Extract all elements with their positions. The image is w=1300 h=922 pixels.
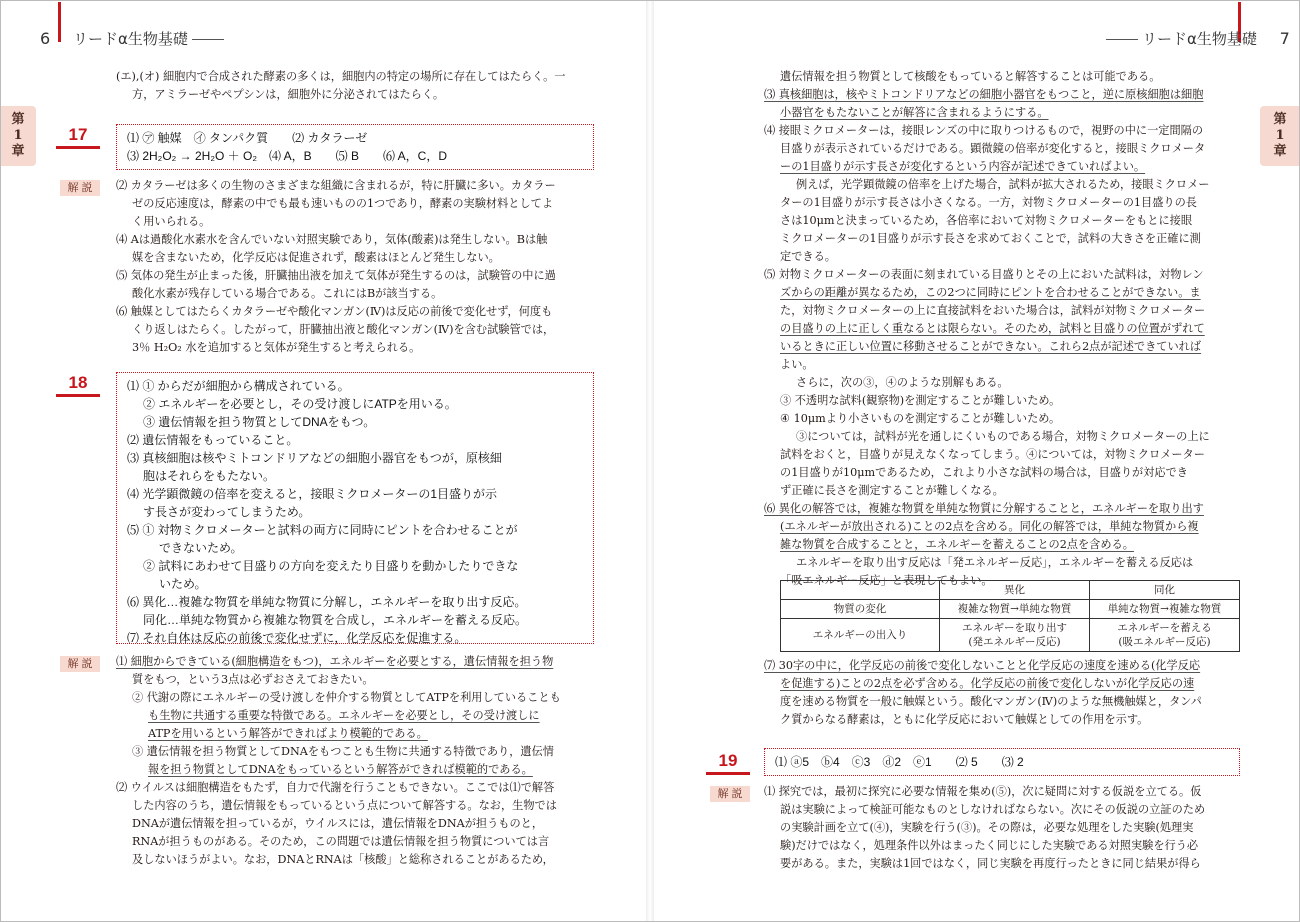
text-line: RNAが担うものがある。そのため，この問題では遺伝情報を担う物質については言 [132, 835, 550, 848]
left-header [40, 28, 228, 49]
table-header: 異化 [940, 581, 1090, 600]
table-cell [940, 619, 1090, 652]
right-page [650, 0, 1300, 922]
page-number: 7 [1279, 29, 1290, 48]
table-header [781, 581, 940, 600]
text-line: した内容のうち，遺伝情報をもっているという点について解答する。なお，生物では [132, 799, 557, 812]
text-line: 要がある。また，実験は1回ではなく，同じ実験を再度行ったときに同じ結果が得ら [780, 857, 1201, 870]
text-line: さらに，次の③，④のような別解もある。 [796, 376, 1009, 389]
text-line: 質をもつ，という3点は必ずおさえておきたい。 [132, 673, 374, 686]
tab-char: 第 [11, 112, 25, 127]
answer-line: いため。 [159, 577, 207, 591]
answer-line: ⑷ 光学顕微鏡の倍率を変えると，接眼ミクロメーターの1目盛りが示 [127, 487, 498, 501]
cell-text: エネルギーを取り出す [962, 622, 1067, 634]
tab-char: 1 [1275, 128, 1285, 143]
text-line: (エネルギーが放出される)ことの2点を含める。同化の解答では，単純な物質から複 [780, 520, 1199, 533]
question-number: 17 [56, 124, 100, 149]
explanation-18-cont [764, 68, 1244, 590]
question-number: 19 [706, 750, 750, 775]
table-cell [1090, 619, 1240, 652]
intro-text [116, 68, 616, 104]
text-line: 目盛りが表示されているだけである。顕微鏡の倍率が変化すると，接眼ミクロメータ [780, 142, 1206, 155]
text-line: も生物に共通する重要な特徴である。エネルギーを必要とし，その受け渡しに [148, 709, 540, 722]
text-line: ミクロメーターの1目盛りが示す長さを求めておくことで，試料の大きさを正確に測 [780, 232, 1201, 245]
answer-line: ② エネルギーを必要とし，その受け渡しにATPを用いる。 [143, 397, 457, 411]
explanation-18 [116, 653, 602, 869]
text-line: の実験計画を立て(④)，実験を行う(③)。その際は，必要な処理をした実験(処理実 [780, 821, 1194, 834]
text-line: ⑷ Aは過酸化水素水を含んでいない対照実験であり，気体(酸素)は発生しない。Bは触 [116, 233, 548, 246]
table-header: 同化 [1090, 581, 1240, 600]
cell-text: エネルギーを蓄える [1117, 622, 1212, 634]
text-line: ズからの距離が異なるため，この2つに同時にピントを合わせることができない。ま [780, 286, 1201, 299]
text-line: ⑴ 探究では，最初に探究に必要な情報を集め(⑤)，次に疑問に対する仮説を立てる。仮 [764, 785, 1202, 798]
text-line: ATPを用いるという解答ができればより模範的である。 [148, 727, 428, 740]
text-line: ⑹ 触媒としてはたらくカタラーゼや酸化マンガン(Ⅳ)は反応の前後で変化せず，何度も [116, 305, 553, 318]
text-line: く用いられる。 [132, 215, 211, 228]
text-line: ④ 10μmより小さいものを測定することが難しいため。 [780, 412, 1061, 425]
answer-line: ⑴ ㋐ 触媒 ㋑ タンパク質 ⑵ カタラーゼ [127, 131, 368, 145]
chapter-tab[interactable] [0, 106, 36, 166]
answer-line: ⑸ ① 対物ミクロメーターと試料の両方に同時にピントを合わせることが [127, 523, 518, 537]
kaisetsu-label: 解 説 [710, 786, 750, 802]
text-line: ゼの反応速度は，酵素の中でも最も速いものの1つであり，酵素の実験材料としてよ [132, 197, 554, 210]
text-line: 度を速める物質を一般に触媒という。酸化マンガン(Ⅳ)のような無機触媒と，タンパ [780, 695, 1202, 708]
tab-char: 1 [13, 128, 23, 143]
text-line: ⑵ カタラーゼは多くの生物のさまざまな組織に含まれるが，特に肝臓に多い。カタラー [116, 179, 556, 192]
text-line: ターの1目盛りが示す長さは小さくなる。一方，対物ミクロメーターの1目盛りの長 [780, 196, 1197, 209]
text-line: 小器官をもたないことが解答に含まれるようにする。 [780, 106, 1049, 119]
book-title: リードα生物基礎 [72, 30, 188, 48]
answer-line: す長さが変わってしまうため。 [143, 505, 311, 519]
text-line: ⑺ 30字の中に，化学反応の前後で変化しないことと化学反応の速度を速める(化学反応 [764, 659, 1201, 672]
text-line: 説は実験によって検証可能なものとしなければならない。次にその仮説の立証のため [780, 803, 1206, 816]
text-line: エネルギーを取り出す反応は「発エネルギー反応」，エネルギーを蓄える反応は [796, 556, 1194, 569]
answer-line: ⑺ それ自体は反応の前後で変化せずに，化学反応を促進する。 [127, 631, 467, 645]
table-cell: 単純な物質→複雑な物質 [1090, 600, 1240, 619]
text-line: ③ 不透明な試料(観察物)を測定することが難しいため。 [780, 394, 1061, 407]
text-line: ⑴ 細胞からできている(細胞構造をもつ)，エネルギーを必要とする，遺伝情報を担う物 [116, 655, 554, 668]
answer-box-17 [116, 124, 594, 170]
answer-line: ⑹ 異化…複雑な物質を単純な物質に分解し，エネルギーを取り出す反応。 [127, 595, 527, 609]
text-line: 酸化水素が残存している場合である。これにはBが該当する。 [132, 287, 443, 300]
chapter-tab[interactable] [1260, 106, 1300, 166]
kaisetsu-label: 解 説 [60, 180, 100, 196]
answer-line: ② 試料にあわせて目盛りの方向を変えたり目盛りを動かしたりできな [143, 559, 519, 573]
text-line: くり返しはたらく。したがって，肝臓抽出液と酸化マンガン(Ⅳ)を含む試験管では， [132, 323, 555, 336]
answer-line: 胞はそれらをもたない。 [143, 469, 276, 483]
text-line: 雑な物質を合成することと，エネルギーを蓄えることの2点を含める。 [780, 538, 1134, 551]
question-number: 18 [56, 372, 100, 397]
explanation-17 [116, 177, 602, 357]
answer-line: ⑴ ① からだが細胞から構成されている。 [127, 379, 350, 393]
table-cell: 物質の変化 [781, 600, 940, 619]
table-cell: エネルギーの出入り [781, 619, 940, 652]
text-line: いるときに正しい位置に移動させることができない。これら2点が記述できていれば [780, 340, 1202, 353]
text-line: ③については，試料が光を通しにくいものである場合，対物ミクロメーターの上に [796, 430, 1210, 443]
text-line: 報を担う物質としてDNAをもっているという解答ができれば模範的である。 [148, 763, 533, 776]
text-line: DNAが遺伝情報を担っているが，ウイルスには，遺伝情報をDNAが担うものと， [132, 817, 544, 830]
text-line: よい。 [780, 358, 814, 371]
text-line: 及しないほうがよい。なお，DNAとRNAは「核酸」と総称されることがあるため， [132, 853, 554, 866]
answer-line: できないため。 [159, 541, 243, 555]
explanation-19 [764, 783, 1244, 873]
answer-line: ⑵ 遺伝情報をもっていること。 [127, 433, 299, 447]
text-line: ⑵ ウイルスは細胞構造をもたず，自力で代謝を行うこともできない。ここでは⑴で解答 [116, 781, 555, 794]
tab-char: 章 [1273, 144, 1287, 159]
answer-line: ⑴ ⓐ5 ⓑ4 ⓒ3 ⓓ2 ⓔ1 ⑵ 5 ⑶ 2 [775, 755, 1024, 769]
answer-line: 同化…単純な物質から複雑な物質を合成し，エネルギーを蓄える反応。 [143, 613, 528, 627]
book-title: リードα生物基礎 [1142, 30, 1257, 48]
page-number: 6 [40, 29, 51, 48]
answer-line: ⑶ 2H₂O₂ → 2H₂O ＋ O₂ ⑷ A，B ⑸ B ⑹ A，C，D [127, 149, 448, 163]
explanation-18-q7 [764, 657, 1244, 729]
text-line: 例えば，光学顕微鏡の倍率を上げた場合，試料が拡大されるため，接眼ミクロメー [796, 178, 1210, 191]
cell-text: (発エネルギー反応) [968, 636, 1061, 648]
comparison-table [780, 580, 1240, 652]
text-line: を促進する)ことの2点を必ず含める。化学反応の前後で変化しないが化学反応の速 [780, 677, 1195, 690]
text-line: 3％ H₂O₂ 水を追加すると気体が発生すると考えられる。 [132, 341, 421, 354]
text-line: ② 代謝の際にエネルギーの受け渡しを仲介する物質としてATPを利用していることも [132, 691, 561, 704]
text-line: ⑸ 対物ミクロメーターの表面に刻まれている目盛りとその上においた試料は，対物レン [764, 268, 1204, 281]
text-line: さは10μmと決まっているため，各倍率において対物ミクロメーターをもとに接眼 [780, 214, 1193, 227]
tab-char: 章 [11, 144, 25, 159]
kaisetsu-label: 解 説 [60, 656, 100, 672]
answer-line: ③ 遺伝情報を担う物質としてDNAをもつ。 [143, 415, 376, 429]
text-line: ⑷ 接眼ミクロメーターは，接眼レンズの中に取りつけるもので，視野の中に一定間隔の [764, 124, 1204, 137]
text-line: の目盛りの上に正しく重なるとは限らない。そのため，試料と目盛りの位置がずれて [780, 322, 1205, 335]
text-line: 遺伝情報を担う物質として核酸をもっていると解答することは可能である。 [780, 70, 1161, 83]
text-line: の1目盛りが10μmであるため，これより小さな試料の場合は，目盛りが対応でき [780, 466, 1188, 479]
text-line: 試料をおくと，目盛りが見えなくなってしまう。④については，対物ミクロメーター [780, 448, 1205, 461]
text-line: (エ),(オ) 細胞内で合成された酵素の多くは，細胞内の特定の場所に存在してはたらく。一 [116, 70, 566, 83]
text-line: ず正確に長さを測定することが難しくなる。 [780, 484, 1004, 497]
table-cell: 複雑な物質→単純な物質 [940, 600, 1090, 619]
answer-box-18 [116, 372, 594, 644]
answer-box-19 [764, 748, 1240, 776]
text-line: ⑶ 真核細胞は，核やミトコンドリアなどの細胞小器官をもつこと，逆に原核細胞は細胞 [764, 88, 1204, 101]
text-line: ク質からなる酵素は，ともに化学反応において触媒としての作用を示す。 [780, 713, 1149, 726]
text-line: 「吸エネルギー反応」と表現してもよい。 [780, 574, 993, 587]
text-line: た，対物ミクロメーターの上に直接試料をおいた場合は，試料が対物ミクロメーター [780, 304, 1206, 317]
text-line: ⑸ 気体の発生が止まった後，肝臓抽出液を加えて気体が発生するのは，試験管の中に過 [116, 269, 556, 282]
text-line: ⑹ 異化の解答では，複雑な物質を単純な物質に分解することと，エネルギーを取り出す [764, 502, 1204, 515]
text-line: ーの1目盛りが示す長さが変化するという内容が記述できていればよい。 [780, 160, 1146, 173]
tab-char: 第 [1273, 112, 1287, 127]
text-line: 定できる。 [780, 250, 836, 263]
text-line: 験)だけではなく，処理条件以外はまったく同じにした実験である対照実験を行う必 [780, 839, 1199, 852]
answer-line: ⑶ 真核細胞は核やミトコンドリアなどの細胞小器官をもつが，原核細 [127, 451, 502, 465]
right-header [1102, 28, 1290, 49]
text-line: ③ 遺伝情報を担う物質としてDNAをもつことも生物に共通する特徴であり，遺伝情 [132, 745, 554, 758]
text-line: 媒を含まないため，化学反応は促進されず，酸素はほとんど発生しない。 [132, 251, 500, 264]
text-line: 方，アミラーゼやペプシンは，細胞外に分泌されてはたらく。 [132, 88, 445, 101]
cell-text: (吸エネルギー反応) [1118, 636, 1211, 648]
